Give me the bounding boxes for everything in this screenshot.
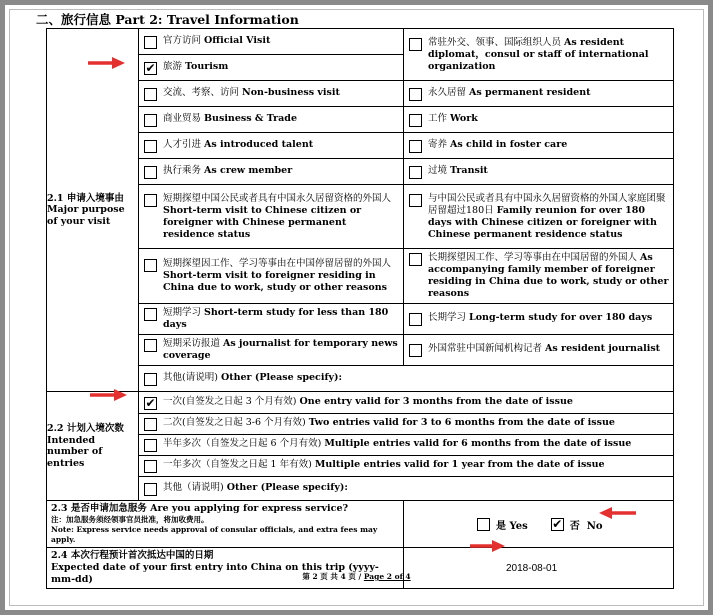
- option-text-zh: 旅游: [163, 60, 186, 72]
- option-text: [428, 193, 669, 241]
- option-text-en: As crew member: [204, 164, 293, 176]
- option-text-en: Multiple entries valid for 1 year from the date of issue: [314, 459, 605, 470]
- option-text: [163, 87, 340, 99]
- option-text: [163, 165, 292, 177]
- entry-date-question: [47, 548, 404, 589]
- option-text-zh: 长期探望因工作、学习等事由在中国居留的外国人: [428, 252, 641, 263]
- option-text: [163, 338, 399, 362]
- checkbox[interactable]: [144, 36, 157, 49]
- purpose-label-zh: 2.1 申请入境事由: [47, 192, 124, 204]
- express-no-label: 否 No: [569, 520, 603, 532]
- option-row: [404, 190, 673, 244]
- option-text: [163, 438, 631, 450]
- purpose-option[interactable]: [404, 81, 674, 107]
- option-text: [428, 252, 669, 300]
- option-row: [139, 110, 403, 130]
- option-row: [404, 84, 673, 104]
- entries-option[interactable]: [139, 456, 674, 477]
- purpose-option[interactable]: [139, 159, 404, 185]
- option-text: [163, 482, 348, 494]
- checkbox[interactable]: [409, 114, 422, 127]
- checkbox[interactable]: [144, 308, 157, 321]
- entries-option[interactable]: [139, 414, 674, 435]
- option-text-en: As child in foster care: [450, 138, 568, 150]
- purpose-option-other[interactable]: [139, 366, 674, 392]
- entry-date-label-zh: 2.4 本次行程预计首次抵达中国的日期: [51, 550, 214, 561]
- entries-label: [47, 392, 139, 501]
- purpose-option[interactable]: [404, 133, 674, 159]
- option-text-en: As accompanying family member of foreigner residing in China due to work, study or other reasons: [428, 252, 669, 299]
- option-text-en: As permanent resident: [469, 86, 591, 98]
- checkbox[interactable]: [409, 253, 422, 266]
- entries-option[interactable]: [139, 477, 674, 501]
- option-row: [139, 456, 673, 476]
- option-text: [428, 113, 478, 125]
- option-text: [428, 37, 669, 73]
- option-text-en: Work: [450, 112, 478, 124]
- express-no-checkbox[interactable]: ✔: [552, 517, 563, 531]
- option-text-zh: 交流、考察、访问: [163, 86, 243, 98]
- option-text-zh: 短期探望中国公民或者具有中国永久居留资格的外国人: [163, 192, 392, 204]
- entry-date-label-en: Expected date of your first entry into China on this trip (yyyy-mm-dd): [51, 562, 379, 585]
- express-yes-label: 是 Yes: [496, 520, 528, 532]
- option-row: [139, 136, 403, 156]
- option-text-en: As introduced talent: [204, 138, 314, 150]
- option-text: [428, 165, 488, 177]
- option-text-zh: 过境: [428, 164, 451, 176]
- purpose-option[interactable]: [139, 304, 404, 335]
- option-text-zh: 人才引进: [163, 138, 205, 150]
- option-row: [139, 255, 403, 297]
- option-row: [139, 435, 673, 455]
- footer-page-en: Page 2 of 4: [363, 572, 411, 581]
- checkbox[interactable]: [144, 166, 157, 179]
- purpose-option[interactable]: [139, 335, 404, 366]
- express-note-en: Note: Express service needs approval of consular officials, and extra fees may apply.: [51, 525, 378, 544]
- option-text-zh: 长期学习: [428, 312, 470, 323]
- purpose-option[interactable]: [404, 304, 674, 335]
- option-row: [139, 162, 403, 182]
- entry-date-cell: [404, 548, 674, 589]
- option-row: [139, 32, 403, 52]
- checkbox[interactable]: [144, 114, 157, 127]
- option-row: [139, 479, 673, 499]
- option-row: [404, 162, 673, 182]
- checkbox[interactable]: [144, 439, 157, 452]
- express-question: [47, 501, 404, 548]
- option-text-zh: 短期探望因工作、学习等事由在中国停留居留的外国人: [163, 258, 392, 269]
- red-arrow-icon: [88, 389, 128, 401]
- option-text-zh: 与中国公民或者具有中国永久居留资格的外国人家庭团聚居留超过180日: [428, 192, 666, 216]
- express-yes-checkbox[interactable]: [477, 518, 490, 531]
- purpose-option[interactable]: [139, 29, 404, 55]
- option-text-en: Two entries valid for 3 to 6 months from the date of issue: [308, 417, 615, 428]
- option-text: [428, 312, 652, 324]
- footer-page-zh: 第 2 页 共 4 页: [302, 572, 356, 581]
- option-text-zh: 常驻外交、领事、国际组织人员: [428, 36, 565, 48]
- option-text-en: Business & Trade: [204, 112, 297, 124]
- option-text: [163, 417, 615, 429]
- footer-sep: /: [355, 572, 364, 581]
- option-text-en: Multiple entries valid for 6 months from the date of issue: [324, 438, 632, 449]
- option-text-en: Tourism: [185, 60, 229, 72]
- option-text-en: Long-term study for over 180 days: [469, 312, 653, 323]
- checkbox[interactable]: [144, 483, 157, 496]
- option-text: [163, 372, 342, 384]
- checkbox[interactable]: [144, 88, 157, 101]
- option-text: [163, 258, 399, 294]
- option-row: [139, 58, 403, 78]
- red-arrow-icon: [468, 540, 508, 552]
- purpose-label-en: Major purpose of your visit: [47, 204, 125, 227]
- section-title: 二、旅行信息 Part 2: Travel Information: [36, 12, 299, 27]
- option-text: [163, 307, 399, 331]
- option-text-zh: 短期学习: [163, 307, 205, 318]
- option-row: [404, 110, 673, 130]
- option-text-zh: 永久居留: [428, 86, 470, 98]
- purpose-option[interactable]: [404, 29, 674, 81]
- checkbox[interactable]: [144, 194, 157, 207]
- option-row: [404, 136, 673, 156]
- page-footer: [0, 571, 713, 582]
- option-text-zh: 一年多次（自签发之日起 1 年有效): [163, 459, 315, 470]
- checkbox[interactable]: [409, 194, 422, 207]
- purpose-option[interactable]: [139, 81, 404, 107]
- option-text-zh: 半年多次（自签发之日起 6 个月有效): [163, 438, 325, 449]
- option-text: [163, 396, 573, 408]
- option-text-zh: 官方访问: [163, 34, 205, 46]
- express-note-zh: 注：加急服务须经领事官员批准，将加收费用。: [51, 515, 209, 524]
- checkbox[interactable]: [409, 313, 422, 326]
- option-text: [428, 139, 567, 151]
- purpose-label: [47, 29, 139, 392]
- purpose-option[interactable]: [404, 159, 674, 185]
- checkbox[interactable]: [144, 259, 157, 272]
- travel-info-table: [46, 28, 674, 589]
- purpose-option[interactable]: [139, 133, 404, 159]
- option-text-en: Other (Please specify):: [226, 481, 348, 493]
- checkbox[interactable]: [409, 140, 422, 153]
- checkbox[interactable]: [409, 166, 422, 179]
- checkbox[interactable]: [144, 339, 157, 352]
- purpose-option[interactable]: [404, 249, 674, 304]
- option-text-en: Transit: [450, 164, 488, 176]
- option-text-zh: 商业贸易: [163, 112, 205, 124]
- option-row: [139, 335, 403, 365]
- purpose-option[interactable]: [404, 335, 674, 366]
- option-text-en: Short-term study for less than 180 days: [163, 307, 389, 330]
- option-text: [163, 139, 313, 151]
- option-row: [139, 369, 673, 389]
- checkbox[interactable]: [144, 418, 157, 431]
- option-row: [139, 84, 403, 104]
- option-text-zh: 其他（请说明): [163, 481, 227, 493]
- option-text-en: As resident journalist: [545, 343, 661, 354]
- option-text-en: Short-term visit to Chinese citizen or foreigner with Chinese permanent residence status: [163, 204, 362, 240]
- option-text: [163, 459, 605, 471]
- option-text-en: Family reunion for over 180 days with Chinese citizen or foreigner with Chinese permanent residence status: [428, 204, 657, 240]
- entries-option[interactable]: [139, 392, 674, 414]
- option-text: [428, 343, 660, 355]
- option-text-en: Official Visit: [204, 34, 271, 46]
- purpose-option[interactable]: [139, 107, 404, 133]
- express-label-en: Are you applying for express service?: [150, 503, 349, 514]
- red-arrow-icon: [598, 507, 638, 519]
- purpose-option[interactable]: [139, 249, 404, 304]
- purpose-option[interactable]: [404, 185, 674, 249]
- purpose-option[interactable]: [139, 185, 404, 249]
- option-text: [163, 193, 399, 241]
- option-text-zh: 二次(自签发之日起 3-6 个月有效): [163, 417, 309, 428]
- red-arrow-icon: [86, 57, 126, 69]
- checkbox[interactable]: [144, 460, 157, 473]
- option-row: [139, 190, 403, 244]
- entries-option[interactable]: [139, 435, 674, 456]
- option-row: [139, 393, 673, 413]
- checkbox[interactable]: [144, 373, 157, 386]
- option-text-en: As journalist for temporary news coverage: [163, 338, 398, 361]
- option-row: [139, 414, 673, 434]
- option-text-en: One entry valid for 3 months from the date of issue: [299, 395, 573, 407]
- option-text-en: As resident diplomat，consul or staff of international organization: [428, 36, 649, 72]
- option-text-zh: 短期采访报道: [163, 338, 224, 349]
- option-text: [428, 87, 591, 99]
- checkbox[interactable]: [409, 38, 422, 51]
- checkbox[interactable]: ✔: [145, 395, 156, 410]
- express-label-zh: 2.3 是否申请加急服务: [51, 503, 147, 514]
- option-text-en: Non-business visit: [242, 86, 340, 98]
- option-text-zh: 工作: [428, 112, 451, 124]
- entries-label-en: Intended number of entries: [47, 434, 103, 469]
- option-row: [404, 309, 673, 329]
- option-text-en: Other (Please specify):: [220, 371, 343, 383]
- option-text: [163, 35, 270, 47]
- option-row: [404, 249, 673, 303]
- option-row: [139, 304, 403, 334]
- option-text: [163, 61, 228, 73]
- option-text-en: Short-term visit to foreigner residing in China due to work, study or other reasons: [163, 270, 387, 293]
- option-text-zh: 一次(自签发之日起 3 个月有效): [163, 395, 300, 407]
- option-row: [404, 340, 673, 360]
- purpose-option[interactable]: [139, 55, 404, 81]
- option-text-zh: 其他(请说明): [163, 371, 221, 383]
- checkbox[interactable]: [409, 88, 422, 101]
- checkbox[interactable]: [409, 344, 422, 357]
- entries-label-zh: 2.2 计划入境次数: [47, 423, 124, 434]
- option-text-zh: 执行乘务: [163, 164, 205, 176]
- purpose-option[interactable]: [404, 107, 674, 133]
- option-text-zh: 外国常驻中国新闻机构记者: [428, 343, 546, 354]
- option-text: [163, 113, 297, 125]
- checkbox[interactable]: ✔: [145, 60, 156, 75]
- checkbox[interactable]: [144, 140, 157, 153]
- entry-date-value[interactable]: 2018-08-01: [506, 562, 558, 574]
- option-row: [404, 34, 673, 76]
- option-text-zh: 寄养: [428, 138, 451, 150]
